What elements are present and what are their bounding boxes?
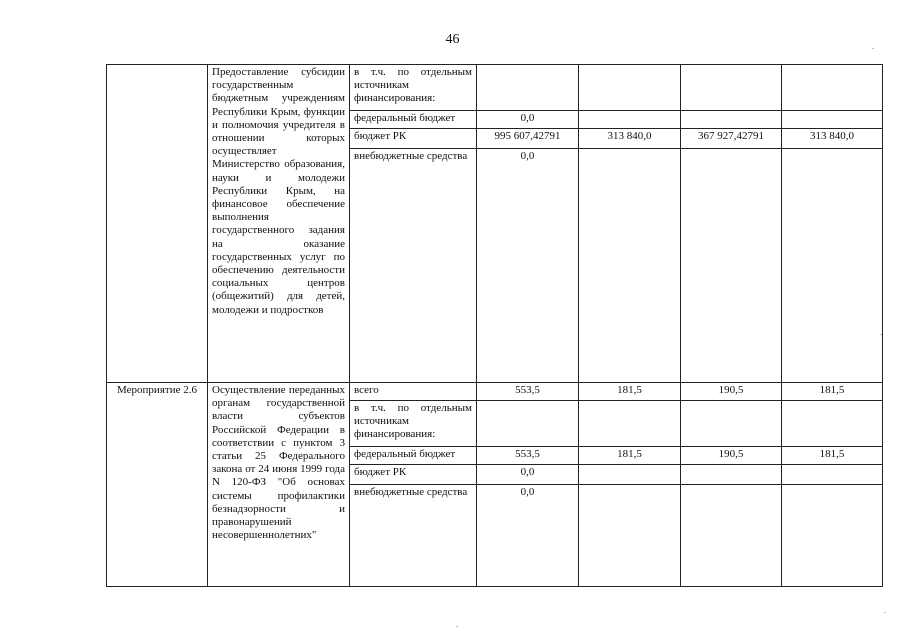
cell-empty	[782, 149, 883, 383]
cell-empty	[579, 401, 681, 447]
rk-budget-year3: 313 840,0	[782, 129, 883, 149]
cell-empty	[477, 65, 579, 111]
table-row	[107, 65, 883, 111]
cell-empty	[782, 465, 883, 485]
scan-speck	[880, 334, 882, 335]
offbudget-label: внебюджетные средства	[350, 485, 477, 587]
federal-budget-year1: 181,5	[579, 447, 681, 465]
cell-empty	[579, 149, 681, 383]
all-year2: 190,5	[681, 383, 782, 401]
cell-empty	[782, 485, 883, 587]
cell-empty	[579, 485, 681, 587]
budget-table	[106, 64, 883, 587]
cell-empty	[681, 149, 782, 383]
federal-budget-label: федеральный бюджет	[350, 111, 477, 129]
scan-speck	[884, 612, 886, 613]
source-incl-label: в т.ч. по отдельным источникам финансирования:	[350, 65, 477, 111]
rk-budget-year1: 313 840,0	[579, 129, 681, 149]
source-incl-label: в т.ч. по отдельным источникам финансирования:	[350, 401, 477, 447]
all-label: всего	[350, 383, 477, 401]
rk-budget-label: бюджет РК	[350, 465, 477, 485]
rk-budget-total: 0,0	[477, 465, 579, 485]
cell-empty	[579, 465, 681, 485]
scan-speck	[456, 626, 458, 627]
event-label: Мероприятие 2.6	[107, 383, 208, 587]
federal-budget-label: федеральный бюджет	[350, 447, 477, 465]
all-year1: 181,5	[579, 383, 681, 401]
table-row	[107, 383, 883, 401]
all-year3: 181,5	[782, 383, 883, 401]
rk-budget-total: 995 607,42791	[477, 129, 579, 149]
offbudget-total: 0,0	[477, 149, 579, 383]
cell-empty	[681, 111, 782, 129]
federal-budget-total: 0,0	[477, 111, 579, 129]
cell-empty	[782, 401, 883, 447]
cell-empty	[681, 465, 782, 485]
event-description: Предоставление субсидии государственным бюджетным учреждениям Республики Крым, функции и полномочия учредителя в отношении которых осуществляет Министерство образования, науки и молодежи Республики Крым, на финансовое обеспечение выполнения государственного задания на оказание государственных услуг по обеспечению деятельности социальных центров (общежитий) для детей, молодежи и подростков	[208, 65, 350, 383]
cell-empty	[681, 485, 782, 587]
scan-speck	[872, 48, 874, 49]
event-cell-empty	[107, 65, 208, 383]
federal-budget-year2: 190,5	[681, 447, 782, 465]
page-number: 46	[445, 32, 460, 47]
cell-empty	[579, 111, 681, 129]
cell-empty	[477, 401, 579, 447]
all-total: 553,5	[477, 383, 579, 401]
cell-empty	[579, 65, 681, 111]
offbudget-label: внебюджетные средства	[350, 149, 477, 383]
event-description: Осуществление переданных органам государственной власти субъектов Российской Федерации в соответствии с пунктом 3 статьи 25 Федерального закона от 24 июня 1999 года N 120-ФЗ "Об основах системы профилактики безнадзорности и правонарушений несовершеннолетних"	[208, 383, 350, 587]
rk-budget-label: бюджет РК	[350, 129, 477, 149]
cell-empty	[782, 65, 883, 111]
offbudget-total: 0,0	[477, 485, 579, 587]
cell-empty	[782, 111, 883, 129]
federal-budget-total: 553,5	[477, 447, 579, 465]
federal-budget-year3: 181,5	[782, 447, 883, 465]
cell-empty	[681, 401, 782, 447]
cell-empty	[681, 65, 782, 111]
rk-budget-year2: 367 927,42791	[681, 129, 782, 149]
